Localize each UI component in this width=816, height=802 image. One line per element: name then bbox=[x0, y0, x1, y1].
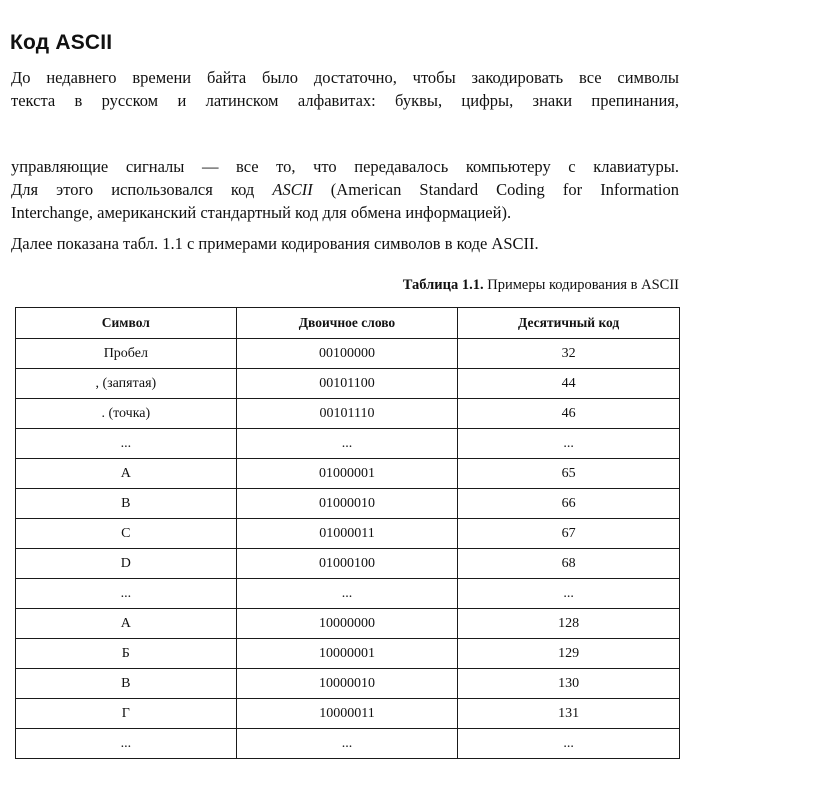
cell-decimal-code: 67 bbox=[458, 519, 680, 549]
table-caption-text: Примеры кодирования в ASCII bbox=[483, 277, 679, 293]
cell-symbol: В bbox=[16, 669, 237, 699]
paragraph-line: До недавнего времени байта было достаточно, чтобы закодировать все символы bbox=[11, 68, 679, 87]
cell-decimal-code: 32 bbox=[458, 339, 680, 369]
table-row bbox=[16, 639, 680, 669]
cell-binary-word: 01000011 bbox=[236, 519, 458, 549]
cell-symbol: Б bbox=[16, 639, 237, 669]
text-fragment: (American Standard Coding for Information bbox=[312, 180, 679, 199]
ascii-table bbox=[15, 307, 680, 759]
cell-binary-word: 10000010 bbox=[236, 669, 458, 699]
table-row bbox=[16, 729, 680, 759]
table-header-row bbox=[16, 308, 680, 339]
cell-symbol: Г bbox=[16, 699, 237, 729]
table-row bbox=[16, 399, 680, 429]
cell-symbol: . (точка) bbox=[16, 399, 237, 429]
cell-binary-word: 00101110 bbox=[236, 399, 458, 429]
paragraph-table-reference bbox=[11, 232, 679, 255]
cell-binary-word: 01000010 bbox=[236, 489, 458, 519]
cell-decimal-code: ... bbox=[458, 429, 680, 459]
cell-binary-word: 10000001 bbox=[236, 639, 458, 669]
table-caption-label: Таблица 1.1. bbox=[402, 277, 484, 293]
cell-decimal-code: 128 bbox=[458, 609, 680, 639]
paragraph-control-signals bbox=[11, 155, 679, 224]
column-header-symbol: Символ bbox=[16, 308, 237, 339]
cell-decimal-code: 66 bbox=[458, 489, 680, 519]
cell-binary-word: 00100000 bbox=[236, 339, 458, 369]
table-row bbox=[16, 489, 680, 519]
paragraph-line: управляющие сигналы — все то, что передавалось компьютеру с клавиатуры. bbox=[11, 157, 679, 176]
table-row bbox=[16, 339, 680, 369]
cell-symbol: D bbox=[16, 549, 237, 579]
cell-decimal-code: 129 bbox=[458, 639, 680, 669]
cell-decimal-code: 68 bbox=[458, 549, 680, 579]
table-row bbox=[16, 699, 680, 729]
cell-binary-word: 00101100 bbox=[236, 369, 458, 399]
table-row bbox=[16, 429, 680, 459]
cell-decimal-code: ... bbox=[458, 729, 680, 759]
cell-binary-word: 10000011 bbox=[236, 699, 458, 729]
ascii-term: ASCII bbox=[272, 180, 313, 199]
cell-decimal-code: 44 bbox=[458, 369, 680, 399]
table-row bbox=[16, 519, 680, 549]
cell-binary-word: ... bbox=[236, 579, 458, 609]
column-header-decimal: Десятичный код bbox=[458, 308, 680, 339]
paragraph-line bbox=[11, 178, 679, 201]
cell-symbol: , (запятая) bbox=[16, 369, 237, 399]
cell-symbol: Пробел bbox=[16, 339, 237, 369]
cell-binary-word: ... bbox=[236, 429, 458, 459]
table-row bbox=[16, 609, 680, 639]
table-row bbox=[16, 549, 680, 579]
cell-binary-word: 01000001 bbox=[236, 459, 458, 489]
cell-decimal-code: 65 bbox=[458, 459, 680, 489]
cell-decimal-code: 130 bbox=[458, 669, 680, 699]
table-row bbox=[16, 579, 680, 609]
cell-decimal-code: ... bbox=[458, 579, 680, 609]
cell-symbol: А bbox=[16, 609, 237, 639]
table-row bbox=[16, 369, 680, 399]
table-row bbox=[16, 459, 680, 489]
page-title: Код ASCII bbox=[10, 31, 113, 54]
paragraph-intro bbox=[11, 66, 679, 112]
cell-symbol: ... bbox=[16, 429, 237, 459]
cell-decimal-code: 46 bbox=[458, 399, 680, 429]
cell-decimal-code: 131 bbox=[458, 699, 680, 729]
cell-symbol: B bbox=[16, 489, 237, 519]
cell-symbol: A bbox=[16, 459, 237, 489]
cell-symbol: ... bbox=[16, 579, 237, 609]
cell-binary-word: ... bbox=[236, 729, 458, 759]
table-caption bbox=[403, 277, 679, 294]
cell-binary-word: 10000000 bbox=[236, 609, 458, 639]
text-fragment: Для этого использовался код bbox=[11, 180, 273, 199]
paragraph-line: текста в русском и латинском алфавитах: буквы, цифры, знаки препинания, bbox=[11, 91, 679, 110]
cell-symbol: ... bbox=[16, 729, 237, 759]
column-header-binary: Двоичное слово bbox=[236, 308, 458, 339]
cell-symbol: C bbox=[16, 519, 237, 549]
paragraph-line: Interchange, американский стандартный код для обмена информацией). bbox=[11, 203, 512, 222]
table-row bbox=[16, 669, 680, 699]
paragraph-line: Далее показана табл. 1.1 с примерами кодирования символов в коде ASCII. bbox=[11, 234, 539, 253]
cell-binary-word: 01000100 bbox=[236, 549, 458, 579]
table-body bbox=[16, 339, 680, 759]
